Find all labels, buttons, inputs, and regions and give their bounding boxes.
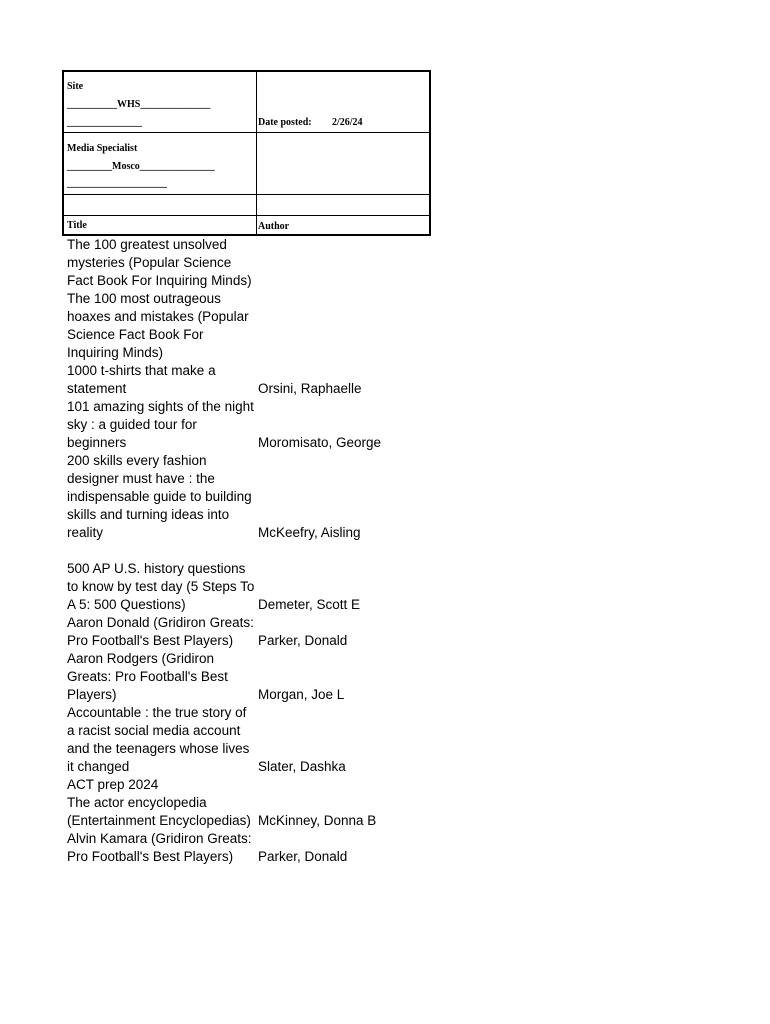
row-spacer bbox=[67, 542, 447, 560]
list-item bbox=[67, 398, 447, 452]
column-divider bbox=[256, 72, 257, 234]
book-author: McKinney, Donna B bbox=[258, 813, 377, 828]
book-author: Parker, Donald bbox=[258, 849, 348, 864]
site-label: Site bbox=[67, 81, 84, 92]
media-specialist-line: ____________________ bbox=[67, 178, 167, 189]
book-title: 200 skills every fashion designer must have : the indispensable guide to building skills and turning ideas into reality bbox=[67, 453, 252, 540]
book-title: The actor encyclopedia (Entertainment Encyclopedias) bbox=[67, 795, 251, 828]
list-item bbox=[67, 704, 447, 776]
list-item bbox=[67, 830, 447, 866]
book-title: The 100 most outrageous hoaxes and mistakes (Popular Science Fact Book For Inquiring Minds) bbox=[67, 291, 249, 360]
book-author: Demeter, Scott E bbox=[258, 597, 361, 612]
book-title: ACT prep 2024 bbox=[67, 777, 159, 792]
header-table bbox=[62, 70, 431, 236]
row-divider bbox=[64, 132, 429, 133]
book-title: The 100 greatest unsolved mysteries (Popular Science Fact Book For Inquiring Minds) bbox=[67, 237, 252, 288]
book-author: Moromisato, George bbox=[258, 435, 382, 450]
author-column-header: Author bbox=[258, 221, 290, 232]
book-title: 500 AP U.S. history questions to know by test day (5 Steps To A 5: 500 Questions) bbox=[67, 561, 255, 612]
list-item bbox=[67, 290, 447, 362]
list-item bbox=[67, 452, 447, 542]
list-item bbox=[67, 560, 447, 614]
site-value: __________WHS______________ bbox=[67, 99, 211, 110]
book-author: McKeefry, Aisling bbox=[258, 525, 361, 540]
media-specialist-label: Media Specialist bbox=[67, 143, 138, 154]
list-item bbox=[67, 776, 447, 794]
list-item bbox=[67, 650, 447, 704]
book-author: Parker, Donald bbox=[258, 633, 348, 648]
date-posted-value: 2/26/24 bbox=[332, 117, 363, 128]
book-author: Orsini, Raphaelle bbox=[258, 381, 362, 396]
book-list bbox=[67, 236, 447, 866]
list-item bbox=[67, 794, 447, 830]
book-title: Alvin Kamara (Gridiron Greats: Pro Football's Best Players) bbox=[67, 831, 252, 864]
media-specialist-value: _________Mosco_______________ bbox=[67, 161, 215, 172]
row-divider bbox=[64, 194, 429, 195]
book-title: 101 amazing sights of the night sky : a guided tour for beginners bbox=[67, 399, 254, 450]
row-divider bbox=[64, 215, 429, 216]
book-author: Morgan, Joe L bbox=[258, 687, 345, 702]
book-title: Aaron Donald (Gridiron Greats: Pro Football's Best Players) bbox=[67, 615, 254, 648]
book-title: 1000 t-shirts that make a statement bbox=[67, 363, 216, 396]
date-posted-label: Date posted: bbox=[258, 117, 312, 128]
book-title: Accountable : the true story of a racist social media account and the teenagers whose lives it changed bbox=[67, 705, 250, 774]
list-item bbox=[67, 614, 447, 650]
list-item bbox=[67, 236, 447, 290]
site-line: _______________ bbox=[67, 117, 142, 128]
book-title: Aaron Rodgers (Gridiron Greats: Pro Football's Best Players) bbox=[67, 651, 228, 702]
title-column-header: Title bbox=[67, 220, 87, 231]
book-author: Slater, Dashka bbox=[258, 759, 346, 774]
list-item bbox=[67, 362, 447, 398]
